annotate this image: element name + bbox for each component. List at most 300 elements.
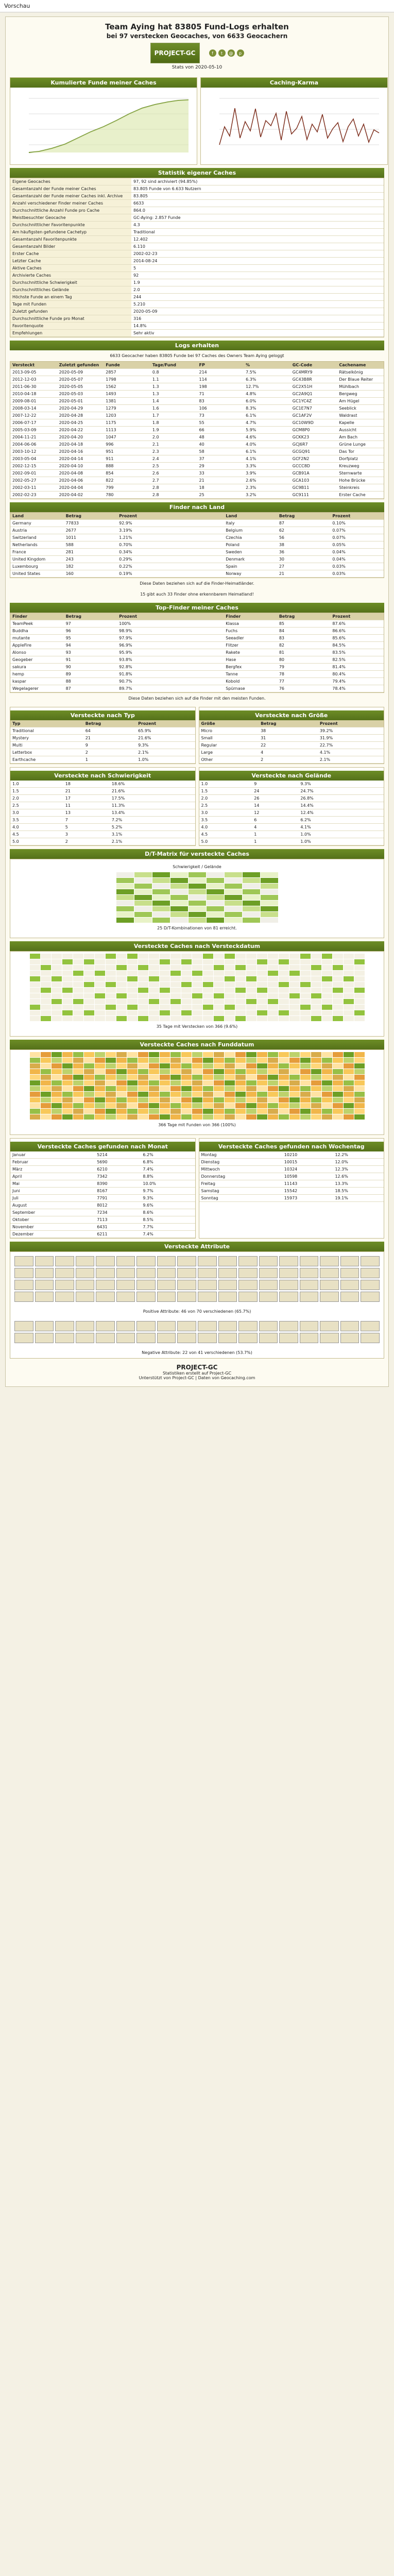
countries-header: Betrag	[64, 513, 117, 520]
found-day-cell	[192, 1109, 202, 1114]
hidden-day-cell	[95, 976, 105, 981]
found-day-cell	[257, 1063, 267, 1069]
dt-cell	[207, 878, 224, 883]
found-day-cell	[257, 1075, 267, 1080]
terrain-row	[199, 781, 384, 788]
terrain-panel	[199, 767, 385, 846]
hidden-day-cell	[73, 982, 83, 987]
hidden-day-cell	[149, 993, 159, 998]
hidden-day-cell	[62, 965, 73, 970]
hidden-day-cell	[52, 993, 62, 998]
hidden-day-cell	[300, 976, 311, 981]
found-day-cell	[30, 1114, 40, 1120]
attribute-icon	[35, 1321, 54, 1331]
types-row	[10, 749, 195, 756]
countries-title: Finder nach Land	[10, 502, 384, 512]
found-day-cell	[344, 1058, 354, 1063]
attribute-icon	[96, 1268, 115, 1278]
countries-cell: 0.07%	[330, 527, 384, 534]
stats-label: Letzter Cache	[10, 258, 131, 265]
logs-cell: 2020-04-25	[57, 419, 104, 427]
types-header: Betrag	[83, 720, 136, 727]
attribute-icon	[35, 1256, 54, 1266]
found-day-cell	[106, 1069, 116, 1074]
dt-cell	[261, 884, 278, 889]
terrain-row	[199, 809, 384, 817]
hidden-day-cell	[116, 999, 127, 1004]
hidden-day-cell	[246, 993, 256, 998]
hidden-day-cell	[127, 1016, 138, 1021]
found-day-cell	[214, 1097, 224, 1103]
attribute-icon	[35, 1268, 54, 1278]
found-day-cell	[127, 1092, 138, 1097]
hidden-day-cell	[95, 965, 105, 970]
found-day-cell	[279, 1063, 289, 1069]
found-day-cell	[149, 1080, 159, 1086]
finders-header: Finder	[224, 613, 277, 620]
hidden-day-cell	[333, 976, 343, 981]
found-day-cell	[127, 1080, 138, 1086]
attribute-icon	[340, 1280, 359, 1290]
dt-cell	[225, 889, 242, 894]
calendar-found-panel	[10, 1049, 384, 1135]
attribute-icon	[279, 1292, 298, 1302]
finders-cell: 96	[64, 628, 117, 635]
hidden-day-cell	[138, 971, 148, 976]
hidden-day-cell	[62, 982, 73, 987]
sizes-cell: 22	[259, 742, 318, 749]
hidden-day-cell	[344, 1010, 354, 1015]
project-gc-logo: PROJECT-GC	[150, 43, 200, 63]
finders-row	[10, 678, 384, 685]
mail-icon[interactable]: @	[228, 49, 235, 57]
difficulty-cell: 17.5%	[110, 795, 195, 802]
difficulty-cell: 3	[63, 831, 110, 838]
found-day-cell	[268, 1058, 278, 1063]
found-day-cell	[214, 1069, 224, 1074]
found-day-cell	[289, 1080, 300, 1086]
found-day-cell	[62, 1103, 73, 1108]
found-day-cell	[160, 1109, 170, 1114]
found-day-cell	[95, 1109, 105, 1114]
hidden-day-cell	[311, 971, 321, 976]
hidden-day-cell	[322, 982, 332, 987]
types-cell: 2	[83, 749, 136, 756]
found-day-cell	[192, 1097, 202, 1103]
logs-cell: Erster Cache	[337, 492, 384, 499]
found-day-cell	[235, 1058, 246, 1063]
stats-label: Archivierte Caches	[10, 272, 131, 279]
sizes-cell: 22.7%	[318, 742, 384, 749]
hidden-day-cell	[84, 982, 94, 987]
hidden-day-cell	[95, 1016, 105, 1021]
months-cell: Juni	[10, 1188, 95, 1195]
attribute-icon	[259, 1321, 278, 1331]
months-cell: 6211	[95, 1231, 141, 1238]
finders-cell: 76	[277, 685, 331, 692]
attribute-icon	[238, 1256, 258, 1266]
countries-cell: 87	[277, 520, 331, 527]
found-day-cell	[73, 1086, 83, 1091]
negative-attributes-grid	[10, 1317, 384, 1347]
found-day-cell	[246, 1058, 256, 1063]
hidden-day-cell	[203, 1005, 213, 1010]
found-day-cell	[95, 1063, 105, 1069]
dt-cell	[225, 878, 242, 883]
hidden-day-cell	[203, 965, 213, 970]
found-day-cell	[52, 1063, 62, 1069]
found-day-cell	[279, 1058, 289, 1063]
finders-cell: 82	[277, 642, 331, 649]
finders-cell	[170, 685, 224, 692]
terrain-row	[199, 802, 384, 809]
attribute-icon	[361, 1280, 380, 1290]
footer-line2: Unterstützt von Project-GC | Daten von Geocaching.com	[139, 1376, 255, 1380]
dt-cell	[225, 918, 242, 923]
logs-cell: 2002-05-27	[10, 477, 57, 484]
hidden-day-cell	[300, 1016, 311, 1021]
countries-cell: 0.22%	[117, 563, 170, 570]
hidden-day-cell	[84, 1016, 94, 1021]
finders-cell: 81.4%	[330, 664, 384, 671]
difficulty-cell: 1.5	[10, 788, 63, 795]
hidden-day-cell	[52, 976, 62, 981]
logs-cell: 2020-04-29	[57, 405, 104, 412]
hidden-day-cell	[214, 1016, 224, 1021]
logs-cell: Waldrast	[337, 412, 384, 419]
hidden-day-cell	[333, 959, 343, 964]
logs-cell: GC2X51H	[290, 383, 337, 391]
hidden-day-cell	[311, 959, 321, 964]
hidden-day-cell	[30, 993, 40, 998]
countries-cell: Luxembourg	[10, 563, 64, 570]
logs-cell: 951	[104, 448, 150, 455]
found-day-cell	[279, 1052, 289, 1057]
weekdays-cell: 15542	[282, 1188, 333, 1195]
finders-header: Prozent	[117, 613, 170, 620]
months-cell: 9.6%	[141, 1202, 195, 1209]
months-row	[10, 1224, 195, 1231]
hidden-day-cell	[95, 1010, 105, 1015]
logs-cell: 37	[197, 455, 244, 463]
hidden-day-cell	[41, 976, 51, 981]
difficulty-cell: 7.2%	[110, 817, 195, 824]
finders-cell: 80.4%	[330, 671, 384, 678]
print-icon[interactable]: p	[237, 49, 244, 57]
sizes-title: Versteckte nach Größe	[199, 710, 384, 720]
stats-row	[10, 185, 384, 193]
attribute-icon	[96, 1256, 115, 1266]
logs-cell: GC4MRY9	[290, 369, 337, 376]
sizes-cell: Other	[199, 756, 259, 764]
found-day-cell	[322, 1075, 332, 1080]
hidden-day-cell	[95, 993, 105, 998]
hidden-day-cell	[52, 959, 62, 964]
found-day-cell	[225, 1086, 235, 1091]
logs-cell: 911	[104, 455, 150, 463]
hidden-day-cell	[354, 988, 365, 993]
hidden-day-cell	[160, 1005, 170, 1010]
finders-header	[170, 613, 224, 620]
logs-cell: 1279	[104, 405, 150, 412]
logs-row	[10, 383, 384, 391]
found-day-cell	[203, 1075, 213, 1080]
hidden-day-cell	[181, 971, 192, 976]
found-day-cell	[333, 1052, 343, 1057]
logs-cell: 2003-10-12	[10, 448, 57, 455]
weekdays-row	[199, 1180, 384, 1188]
hidden-day-cell	[116, 954, 127, 959]
found-day-cell	[192, 1075, 202, 1080]
months-cell: November	[10, 1224, 95, 1231]
logs-cell: GC1YC4Z	[290, 398, 337, 405]
found-day-cell	[52, 1086, 62, 1091]
stats-value: 2020-05-09	[131, 308, 384, 315]
terrain-cell: 4.0	[199, 824, 252, 831]
found-day-cell	[235, 1103, 246, 1108]
hidden-day-cell	[160, 993, 170, 998]
found-day-cell	[300, 1058, 311, 1063]
found-day-cell	[300, 1114, 311, 1120]
logs-cell: 3.3%	[244, 463, 290, 470]
logs-cell: 4.0%	[244, 441, 290, 448]
difficulty-cell: 3.5	[10, 817, 63, 824]
logs-cell: 29	[197, 463, 244, 470]
types-row	[10, 742, 195, 749]
difficulty-cell: 13.4%	[110, 809, 195, 817]
hidden-day-cell	[214, 976, 224, 981]
hidden-day-cell	[311, 976, 321, 981]
found-day-cell	[322, 1080, 332, 1086]
attribute-icon	[340, 1321, 359, 1331]
sizes-cell: 2.1%	[318, 756, 384, 764]
attribute-icon	[55, 1256, 74, 1266]
found-day-cell	[95, 1052, 105, 1057]
countries-header: Prozent	[117, 513, 170, 520]
hidden-day-cell	[279, 971, 289, 976]
dt-cell	[261, 918, 278, 923]
found-day-cell	[289, 1097, 300, 1103]
finders-cell: 78	[277, 671, 331, 678]
finders-cell: Buddha	[10, 628, 64, 635]
facebook-icon[interactable]: f	[209, 49, 216, 57]
hidden-day-cell	[246, 1010, 256, 1015]
logs-cell: Sternwarte	[337, 470, 384, 477]
attribute-icon	[218, 1321, 237, 1331]
found-day-cell	[246, 1109, 256, 1114]
found-day-cell	[149, 1086, 159, 1091]
sizes-panel	[199, 707, 385, 764]
caching-karma-chart	[200, 77, 388, 165]
dt-cell	[134, 889, 152, 894]
hidden-day-cell	[311, 965, 321, 970]
logs-cell: 2.3	[150, 448, 197, 455]
found-day-cell	[235, 1080, 246, 1086]
logs-cell: 2020-05-01	[57, 398, 104, 405]
found-day-cell	[149, 1103, 159, 1108]
terrain-cell: 12.4%	[298, 809, 384, 817]
hidden-day-cell	[268, 982, 278, 987]
months-cell: 8.5%	[141, 1216, 195, 1224]
hidden-day-cell	[289, 959, 300, 964]
hidden-day-cell	[52, 982, 62, 987]
hidden-day-cell	[181, 1016, 192, 1021]
difficulty-cell: 5.0	[10, 838, 63, 845]
hidden-day-cell	[127, 1005, 138, 1010]
hidden-day-cell	[127, 954, 138, 959]
sizes-cell: 38	[259, 727, 318, 735]
attribute-icon	[259, 1333, 278, 1343]
found-day-cell	[160, 1063, 170, 1069]
countries-cell: Norway	[224, 570, 277, 578]
logs-cell: 4.7%	[244, 419, 290, 427]
countries-cell: 62	[277, 527, 331, 534]
dt-cell	[189, 912, 206, 917]
types-cell: 21.6%	[136, 735, 195, 742]
countries-cell: 0.04%	[330, 549, 384, 556]
countries-cell	[170, 549, 224, 556]
found-day-cell	[138, 1097, 148, 1103]
hidden-day-cell	[170, 965, 181, 970]
hidden-day-cell	[160, 1016, 170, 1021]
attribute-icon	[157, 1268, 176, 1278]
hidden-day-cell	[30, 1010, 40, 1015]
hidden-day-cell	[73, 988, 83, 993]
found-day-cell	[344, 1080, 354, 1086]
logs-cell: 2.3%	[244, 484, 290, 492]
hidden-day-cell	[333, 1005, 343, 1010]
found-day-cell	[203, 1114, 213, 1120]
hidden-day-cell	[127, 1010, 138, 1015]
logs-cell: 2020-04-06	[57, 477, 104, 484]
attribute-icon	[361, 1321, 380, 1331]
types-cell: 64	[83, 727, 136, 735]
logs-cell: 4.1%	[244, 455, 290, 463]
stats-row	[10, 214, 384, 222]
found-day-cell	[149, 1097, 159, 1103]
found-day-cell	[354, 1103, 365, 1108]
found-day-cell	[116, 1069, 127, 1074]
found-day-cell	[203, 1086, 213, 1091]
hidden-day-cell	[127, 993, 138, 998]
stats-label: Durchschnittliche Anzahl Funde pro Cache	[10, 207, 131, 214]
stats-row	[10, 200, 384, 207]
attribute-icon	[238, 1280, 258, 1290]
dt-cell	[189, 906, 206, 911]
found-day-cell	[192, 1086, 202, 1091]
hidden-day-cell	[84, 993, 94, 998]
logs-cell: Der Blaue Reiter	[337, 376, 384, 383]
found-day-cell	[127, 1114, 138, 1120]
dt-cell	[189, 884, 206, 889]
stats-value: 2014-08-24	[131, 258, 384, 265]
found-day-cell	[322, 1097, 332, 1103]
found-day-cell	[138, 1058, 148, 1063]
hidden-day-cell	[203, 1010, 213, 1015]
sizes-cell: Micro	[199, 727, 259, 735]
found-day-cell	[354, 1052, 365, 1057]
hidden-day-cell	[73, 993, 83, 998]
hidden-day-cell	[62, 993, 73, 998]
attribute-icon	[340, 1256, 359, 1266]
sizes-cell: 2	[259, 756, 318, 764]
attribute-icon	[76, 1268, 95, 1278]
hidden-day-cell	[354, 971, 365, 976]
hidden-day-cell	[41, 1010, 51, 1015]
difficulty-cell: 2.5	[10, 802, 63, 809]
hidden-day-cell	[127, 965, 138, 970]
found-day-cell	[170, 1063, 181, 1069]
weekdays-cell: Sonntag	[199, 1195, 282, 1202]
logs-cell: 18	[197, 484, 244, 492]
dt-cell	[152, 889, 170, 894]
countries-cell: Belgium	[224, 527, 277, 534]
found-day-cell	[73, 1052, 83, 1057]
hidden-day-cell	[344, 999, 354, 1004]
hidden-day-cell	[106, 971, 116, 976]
hidden-day-cell	[311, 999, 321, 1004]
hidden-day-cell	[344, 1016, 354, 1021]
found-day-cell	[127, 1103, 138, 1108]
found-day-cell	[322, 1069, 332, 1074]
found-day-cell	[268, 1092, 278, 1097]
stats-label: Zuletzt gefunden	[10, 308, 131, 315]
found-day-cell	[289, 1092, 300, 1097]
hidden-day-cell	[138, 993, 148, 998]
sizes-cell: Large	[199, 749, 259, 756]
stats-value: 92	[131, 272, 384, 279]
stats-label: Gesamtanzahl Bilder	[10, 243, 131, 250]
found-day-cell	[225, 1052, 235, 1057]
found-day-cell	[257, 1080, 267, 1086]
attribute-icon	[96, 1280, 115, 1290]
hidden-day-cell	[235, 965, 246, 970]
found-day-cell	[279, 1069, 289, 1074]
dt-cell	[134, 878, 152, 883]
logs-cell: Aussicht	[337, 427, 384, 434]
found-day-cell	[84, 1080, 94, 1086]
attributes-title: Versteckte Attribute	[10, 1242, 384, 1251]
hidden-day-cell	[127, 982, 138, 987]
found-day-cell	[246, 1080, 256, 1086]
dt-cell	[134, 901, 152, 906]
countries-cell: Germany	[10, 520, 64, 527]
logs-cell: GCB91A	[290, 470, 337, 477]
countries-row	[10, 556, 384, 563]
hidden-day-cell	[106, 1016, 116, 1021]
countries-cell	[170, 556, 224, 563]
weekdays-panel	[199, 1138, 385, 1239]
weekdays-cell: 10324	[282, 1166, 333, 1173]
weekdays-table	[199, 1151, 384, 1202]
countries-panel	[10, 512, 384, 578]
finders-header: Finder	[10, 613, 64, 620]
terrain-cell: 9.3%	[298, 781, 384, 788]
dt-cell	[116, 872, 134, 877]
found-day-cell	[52, 1097, 62, 1103]
twitter-icon[interactable]: t	[218, 49, 226, 57]
found-day-cell	[116, 1086, 127, 1091]
hidden-day-cell	[73, 959, 83, 964]
weekdays-row	[199, 1151, 384, 1159]
months-cell: 5214	[95, 1151, 141, 1159]
found-day-cell	[62, 1086, 73, 1091]
finders-cell: Wegelagerer	[10, 685, 64, 692]
found-day-cell	[106, 1097, 116, 1103]
weekdays-title: Versteckte Caches gefunden nach Wochentag	[199, 1142, 384, 1151]
months-cell: 6210	[95, 1166, 141, 1173]
found-day-cell	[203, 1097, 213, 1103]
